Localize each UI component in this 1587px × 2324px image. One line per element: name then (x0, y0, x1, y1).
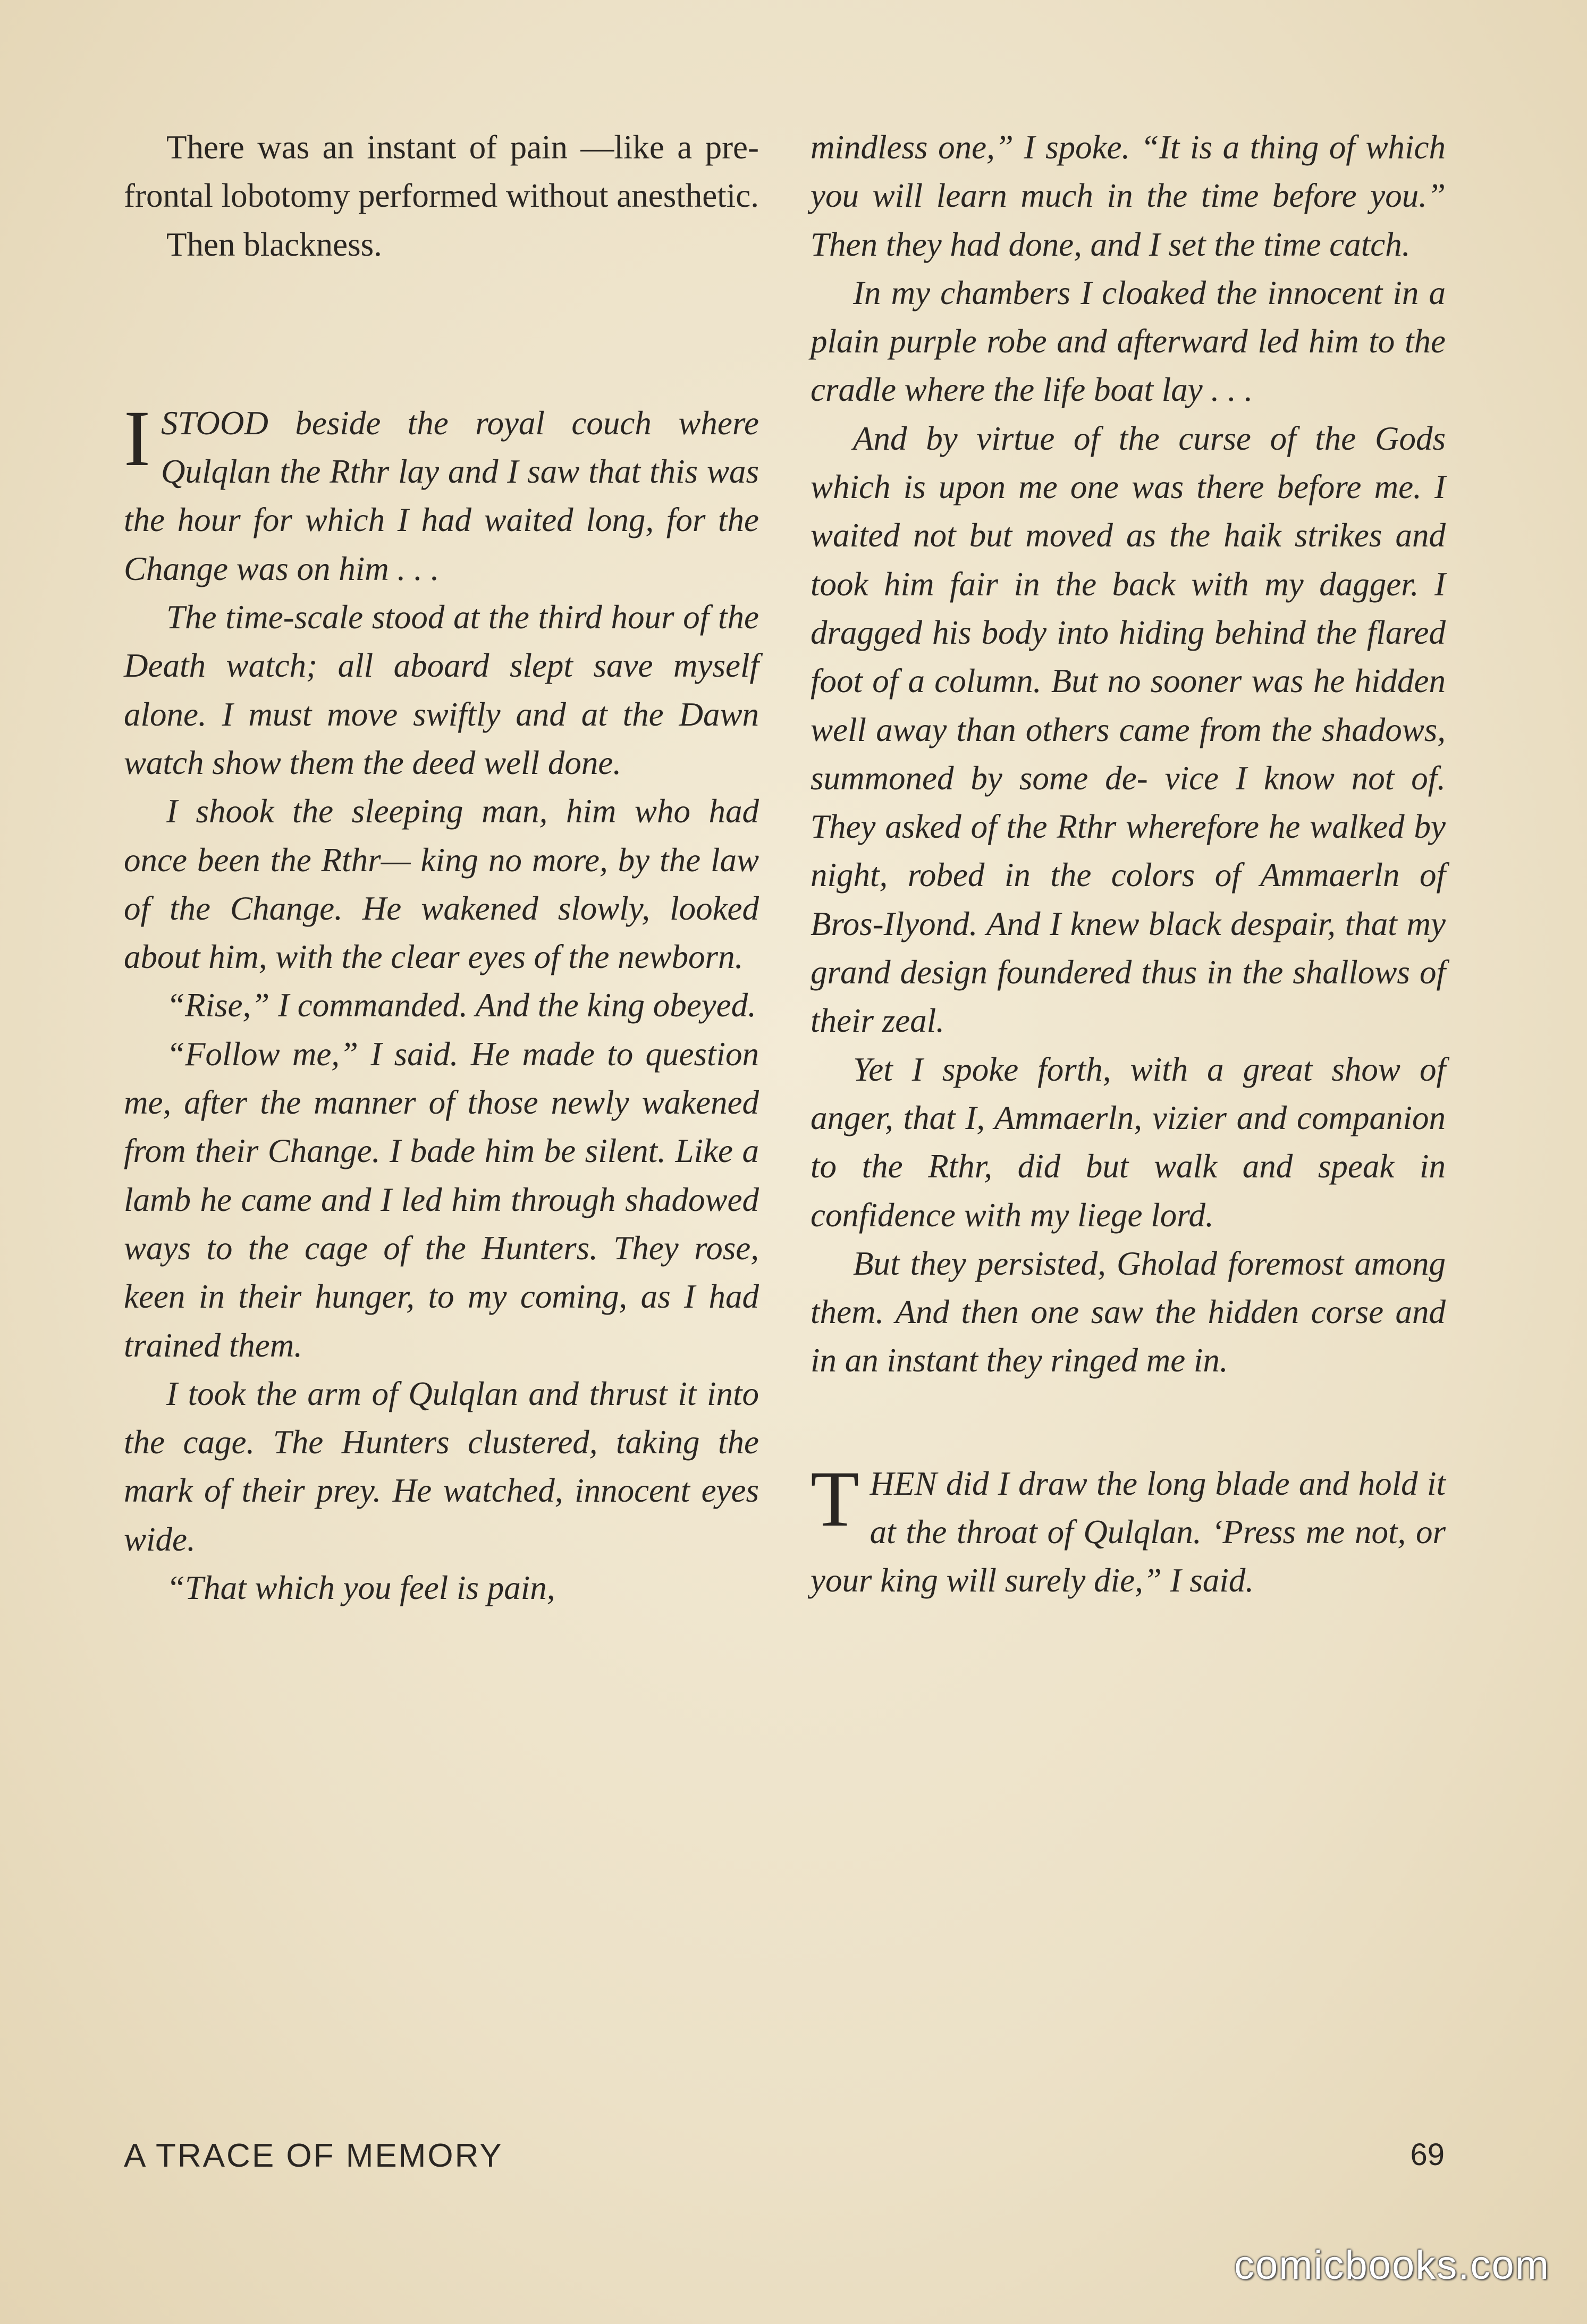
paragraph: Then blackness. (166, 225, 382, 263)
watermark: comicbooks.com (1234, 2243, 1550, 2288)
paragraph: The time-scale stood at the third hour of the Death watch; all aboard slept save myself alone. I must move swiftly and at the Dawn watch show them the deed well done. (124, 599, 759, 781)
right-column (811, 123, 1446, 1605)
section-break (811, 1385, 1446, 1460)
paragraph-text: HEN did I draw the long blade and hold it at the throat of Qulqlan. ‘Press me not, or your king will surely die,” I said. (811, 1464, 1446, 1599)
paragraph: But they persisted, Gholad foremost among them. And then one saw the hidden corse and in an instant they ringed me in. (811, 1244, 1446, 1379)
left-column (124, 123, 759, 1612)
paragraph: There was an instant of pain —like a pre-frontal lobotomy performed without anesthetic. (124, 129, 759, 215)
paragraph: “That which you feel is pain, (166, 1569, 555, 1607)
paragraph: Yet I spoke forth, with a great show of anger, that I, Ammaerln, vizier and companion to the Rthr, did but walk and speak in confidence with my liege lord. (811, 1050, 1446, 1234)
drop-cap: I (124, 394, 150, 483)
paragraph: And by virtue of the curse of the Gods which is upon me one was there before me. I waited not but moved as the haik strikes and took him fair in the back with my dagger. I dragged his body into hiding behind the flared foot of a column. But no sooner was he hidden well away than others came from the shadows, summoned by some de- vice I know not of. They asked of the Rthr wherefore he walked by night, robed in the colors of Ammaerln of Bros-Ilyond. And I knew black despair, that my grand design foundered thus in the shallows of their zeal. (811, 419, 1446, 1040)
section-opening-paragraph (124, 394, 759, 593)
section-opening-paragraph (811, 1454, 1446, 1605)
paragraph-text: STOOD beside the royal couch where Qulqlan the Rthr lay and I saw that this was the hour for which I had waited long, for the Change was on him . . . (124, 404, 759, 587)
drop-cap: T (811, 1454, 859, 1543)
paragraph: I shook the sleeping man, him who had once been the Rthr— king no more, by the law of the Change. He wakened slowly, looked about him, with the clear eyes of the newborn. (124, 793, 759, 976)
paragraph: In my chambers I cloaked the innocent in a plain purple robe and afterward led him to the cradle where the life boat lay . . . (811, 274, 1446, 409)
running-title: A TRACE OF MEMORY (124, 2137, 503, 2174)
paragraph: mindless one,” I spoke. “It is a thing of which you will learn much in the time before you.” Then they had done, and I set the time catch. (811, 129, 1446, 263)
paragraph: “Follow me,” I said. He made to question me, after the manner of those newly wakened from their Change. I bade him be silent. Like a lamb he came and I led him through shadowed ways to the cage of the Hunters. They rose, keen in their hunger, to my coming, as I had trained them. (124, 1035, 759, 1364)
paragraph: “Rise,” I commanded. And the king obeyed. (166, 987, 756, 1024)
page-number: 69 (1410, 2137, 1445, 2172)
section-break (124, 269, 759, 399)
page-footer (0, 2137, 1587, 2195)
paragraph: I took the arm of Qulqlan and thrust it into the cage. The Hunters clustered, taking the mark of their prey. He watched, innocent eyes wide. (124, 1375, 759, 1558)
